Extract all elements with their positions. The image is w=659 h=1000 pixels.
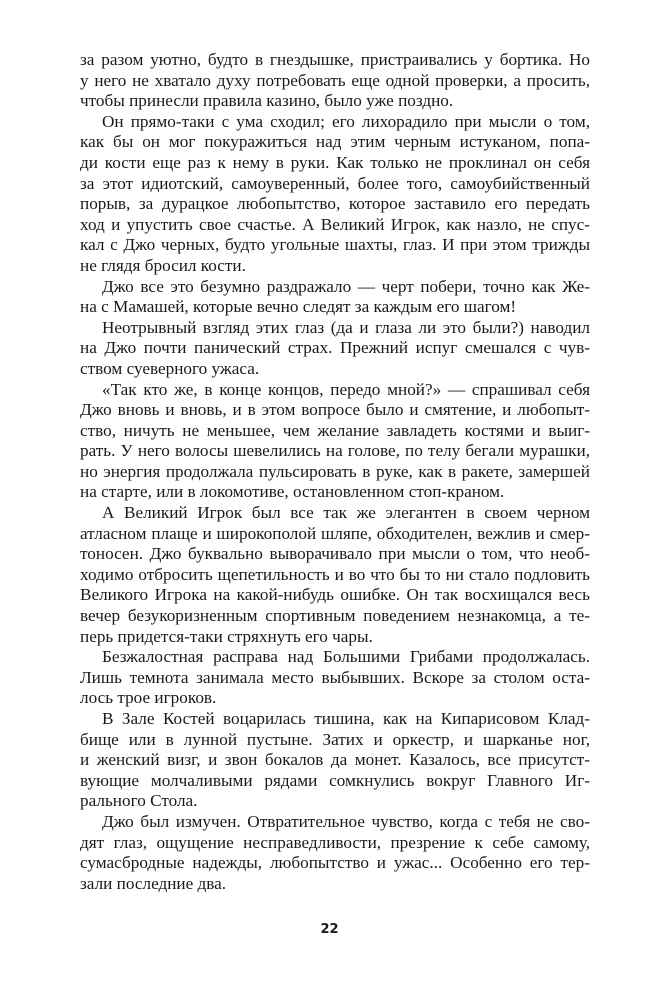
text-line: рать. У него волосы шевелились на голове, по телу бегали мурашки, [80, 441, 590, 461]
text-line: бище или в лунной пустыне. Затих и оркестр, и шарканье ног, [80, 729, 590, 749]
text-line: перь придется-таки стряхнуть его чары. [80, 626, 373, 646]
text-line: ди кости еще раз к нему в руки. Как только не проклинал он себя [80, 152, 590, 172]
text-line: и женский визг, и звон бокалов да монет. Казалось, все присутст- [80, 750, 590, 770]
text-line: Джо вновь и вновь, и в этом вопросе было и смятение, и любопыт- [80, 400, 590, 420]
text-line: ством суеверного ужаса. [80, 358, 260, 378]
paragraph-first-line: Неотрывный взгляд этих глаз (да и глаза ли это были?) наводил [102, 317, 590, 337]
text-line: рального Стола. [80, 791, 198, 811]
paragraph-first-line: Джо был измучен. Отвратительное чувство, когда с тебя не сво- [102, 811, 590, 831]
text-line: но энергия продолжала пульсировать в руке, как в ракете, замершей [80, 461, 590, 481]
text-line: как бы он мог покуражиться над этим черным истуканом, попа- [80, 132, 590, 152]
text-line: не глядя бросил кости. [80, 255, 246, 275]
text-line: у него не хватало духу потребовать еще одной проверки, а просить, [80, 70, 590, 90]
paragraph-first-line: Джо все это безумно раздражало — черт побери, точно как Же- [102, 276, 590, 296]
page-number: 22 [320, 922, 339, 937]
text-line: тоносен. Джо буквально выворачивало при мысли о том, что необ- [80, 544, 590, 564]
text-line: Великого Игрока на какой-нибудь ошибке. Он так восхищался весь [80, 585, 590, 605]
text-line: кал с Джо черных, будто угольные шахты, глаз. И при этом трижды [80, 235, 590, 255]
text-line: лось трое игроков. [80, 688, 217, 708]
text-line: вечер безукоризненным спортивным поведением незнакомца, а те- [80, 606, 590, 626]
page-body-text [80, 50, 590, 894]
paragraph-first-line: Он прямо-таки с ума сходил; его лихорадило при мысли о том, [102, 111, 590, 131]
text-line: на с Мамашей, которые вечно следят за каждым его шагом! [80, 297, 517, 317]
text-line: на старте, или в локомотиве, остановленном стоп-краном. [80, 482, 505, 502]
text-line: сумасбродные надежды, любопытство и ужас... Особенно его тер- [80, 853, 590, 873]
text-line: чтобы принесли правила казино, было уже поздно. [80, 91, 454, 111]
text-line: ходимо отбросить щепетильность и во что бы то ни стало подловить [80, 564, 590, 584]
text-line: вующие молчаливыми рядами сомкнулись вокруг Главного Иг- [80, 770, 590, 790]
paragraph-first-line: «Так кто же, в конце концов, передо мной?» — спрашивал себя [102, 379, 590, 399]
paragraph-first-line: Безжалостная расправа над Большими Грибами продолжалась. [102, 647, 590, 667]
text-line: ство, ничуть не меньшее, чем желание завладеть костями и выиг- [80, 420, 590, 440]
text-line: зали последние два. [80, 873, 227, 893]
text-line: дят глаз, ощущение несправедливости, презрение к себе самому, [80, 832, 590, 852]
text-line: Лишь темнота занимала место выбывших. Вскоре за столом оста- [80, 667, 590, 687]
text-line: атласном плаще и широкополой шляпе, обходителен, вежлив и смер- [80, 523, 590, 543]
text-line: ход и упустить свое счастье. А Великий Игрок, как назло, не спус- [80, 214, 590, 234]
paragraph-first-line: А Великий Игрок был все так же элегантен в своем черном [102, 503, 590, 523]
text-line: за разом уютно, будто в гнездышке, пристраивались у бортика. Но [80, 50, 590, 69]
text-line: порыв, за дурацкое любопытство, которое заставило его передать [80, 194, 590, 214]
paragraph-first-line: В Зале Костей воцарилась тишина, как на Кипарисовом Клад- [102, 709, 590, 728]
text-line: на Джо почти панический страх. Прежний испуг смешался с чув- [80, 338, 590, 358]
text-line: за этот идиотский, самоуверенный, более того, самоубийственный [80, 173, 590, 193]
